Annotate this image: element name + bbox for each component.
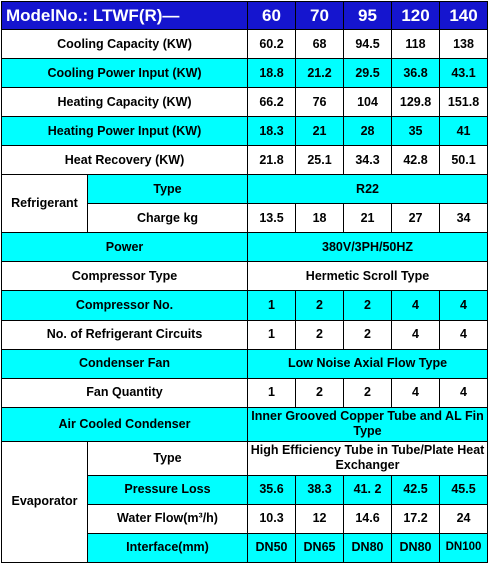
circuits-label: No. of Refrigerant Circuits	[2, 320, 248, 349]
table-cell: 4	[392, 320, 440, 349]
table-cell: 1	[248, 378, 296, 407]
spec-table	[1, 1, 488, 563]
table-cell: 42.8	[392, 146, 440, 175]
model-60: 60	[248, 2, 296, 30]
model-140: 140	[440, 2, 488, 30]
cooling-power-row	[2, 59, 488, 88]
table-cell: 2	[296, 291, 344, 320]
heat-recovery-label: Heat Recovery (KW)	[2, 146, 248, 175]
table-cell: 42.5	[392, 475, 440, 504]
charge-label: Charge kg	[88, 204, 248, 233]
compressor-no-label: Compressor No.	[2, 291, 248, 320]
table-cell: 27	[392, 204, 440, 233]
model-70: 70	[296, 2, 344, 30]
table-cell: 21	[296, 117, 344, 146]
water-flow-label: Water Flow(m³/h)	[88, 504, 248, 533]
model-95: 95	[344, 2, 392, 30]
table-cell: 4	[440, 291, 488, 320]
table-cell: 129.8	[392, 88, 440, 117]
table-cell: DN65	[296, 533, 344, 562]
heating-capacity-label: Heating Capacity (KW)	[2, 88, 248, 117]
table-cell: 2	[296, 320, 344, 349]
evaporator-type-label: Type	[88, 441, 248, 475]
table-cell: 35.6	[248, 475, 296, 504]
heating-power-label: Heating Power Input (KW)	[2, 117, 248, 146]
table-cell: 2	[296, 378, 344, 407]
table-cell: 36.8	[392, 59, 440, 88]
heating-power-row	[2, 117, 488, 146]
table-cell: 18.8	[248, 59, 296, 88]
air-cooled-condenser-value: Inner Grooved Copper Tube and AL Fin Type	[248, 407, 488, 441]
power-value: 380V/3PH/50HZ	[248, 233, 488, 262]
air-cooled-condenser-label: Air Cooled Condenser	[2, 407, 248, 441]
table-cell: 118	[392, 30, 440, 59]
cooling-capacity-row	[2, 30, 488, 59]
table-cell: 1	[248, 291, 296, 320]
compressor-type-value: Hermetic Scroll Type	[248, 262, 488, 291]
compressor-type-row	[2, 262, 488, 291]
table-cell: DN80	[392, 533, 440, 562]
heating-capacity-row	[2, 88, 488, 117]
table-cell: 151.8	[440, 88, 488, 117]
refrigerant-label: Refrigerant	[2, 175, 88, 233]
table-cell: 18	[296, 204, 344, 233]
table-cell: 18.3	[248, 117, 296, 146]
table-cell: 38.3	[296, 475, 344, 504]
circuits-row	[2, 320, 488, 349]
table-cell: 60.2	[248, 30, 296, 59]
air-cooled-condenser-row	[2, 407, 488, 441]
table-cell: 4	[440, 378, 488, 407]
table-cell: 76	[296, 88, 344, 117]
table-cell: 45.5	[440, 475, 488, 504]
cooling-capacity-label: Cooling Capacity (KW)	[2, 30, 248, 59]
table-cell: 28	[344, 117, 392, 146]
interface-label: Interface(mm)	[88, 533, 248, 562]
table-cell: 68	[296, 30, 344, 59]
condenser-fan-row	[2, 349, 488, 378]
table-cell: 14.6	[344, 504, 392, 533]
power-label: Power	[2, 233, 248, 262]
table-cell: 41. 2	[344, 475, 392, 504]
condenser-fan-value: Low Noise Axial Flow Type	[248, 349, 488, 378]
table-cell: DN80	[344, 533, 392, 562]
table-cell: 35	[392, 117, 440, 146]
refrigerant-type-label: Type	[88, 175, 248, 204]
table-cell: 21.8	[248, 146, 296, 175]
table-cell: 138	[440, 30, 488, 59]
table-cell: 12	[296, 504, 344, 533]
heat-recovery-row	[2, 146, 488, 175]
evaporator-label: Evaporator	[2, 441, 88, 562]
model-120: 120	[392, 2, 440, 30]
condenser-fan-label: Condenser Fan	[2, 349, 248, 378]
table-cell: 10.3	[248, 504, 296, 533]
table-cell: 4	[440, 320, 488, 349]
power-row	[2, 233, 488, 262]
table-cell: 25.1	[296, 146, 344, 175]
table-cell: 104	[344, 88, 392, 117]
table-cell: 41	[440, 117, 488, 146]
table-cell: 2	[344, 320, 392, 349]
table-cell: 13.5	[248, 204, 296, 233]
table-cell: 2	[344, 378, 392, 407]
table-cell: 43.1	[440, 59, 488, 88]
cooling-power-label: Cooling Power Input (KW)	[2, 59, 248, 88]
refrigerant-type-row	[2, 175, 488, 204]
refrigerant-type-value: R22	[248, 175, 488, 204]
table-cell: DN50	[248, 533, 296, 562]
table-cell: 94.5	[344, 30, 392, 59]
table-cell: 4	[392, 291, 440, 320]
table-cell: 34.3	[344, 146, 392, 175]
table-cell: 1	[248, 320, 296, 349]
table-cell: 2	[344, 291, 392, 320]
table-cell: DN100	[440, 533, 488, 562]
model-title: ModelNo.: LTWF(R)—	[2, 2, 248, 30]
pressure-loss-label: Pressure Loss	[88, 475, 248, 504]
evaporator-type-value: High Efficiency Tube in Tube/Plate Heat Exchanger	[248, 441, 488, 475]
table-cell: 34	[440, 204, 488, 233]
compressor-no-row	[2, 291, 488, 320]
header-row	[2, 2, 488, 30]
table-cell: 17.2	[392, 504, 440, 533]
table-cell: 4	[392, 378, 440, 407]
fan-quantity-label: Fan Quantity	[2, 378, 248, 407]
fan-quantity-row	[2, 378, 488, 407]
evaporator-type-row	[2, 441, 488, 475]
table-cell: 24	[440, 504, 488, 533]
table-cell: 50.1	[440, 146, 488, 175]
table-cell: 66.2	[248, 88, 296, 117]
table-cell: 21.2	[296, 59, 344, 88]
table-cell: 29.5	[344, 59, 392, 88]
compressor-type-label: Compressor Type	[2, 262, 248, 291]
table-cell: 21	[344, 204, 392, 233]
